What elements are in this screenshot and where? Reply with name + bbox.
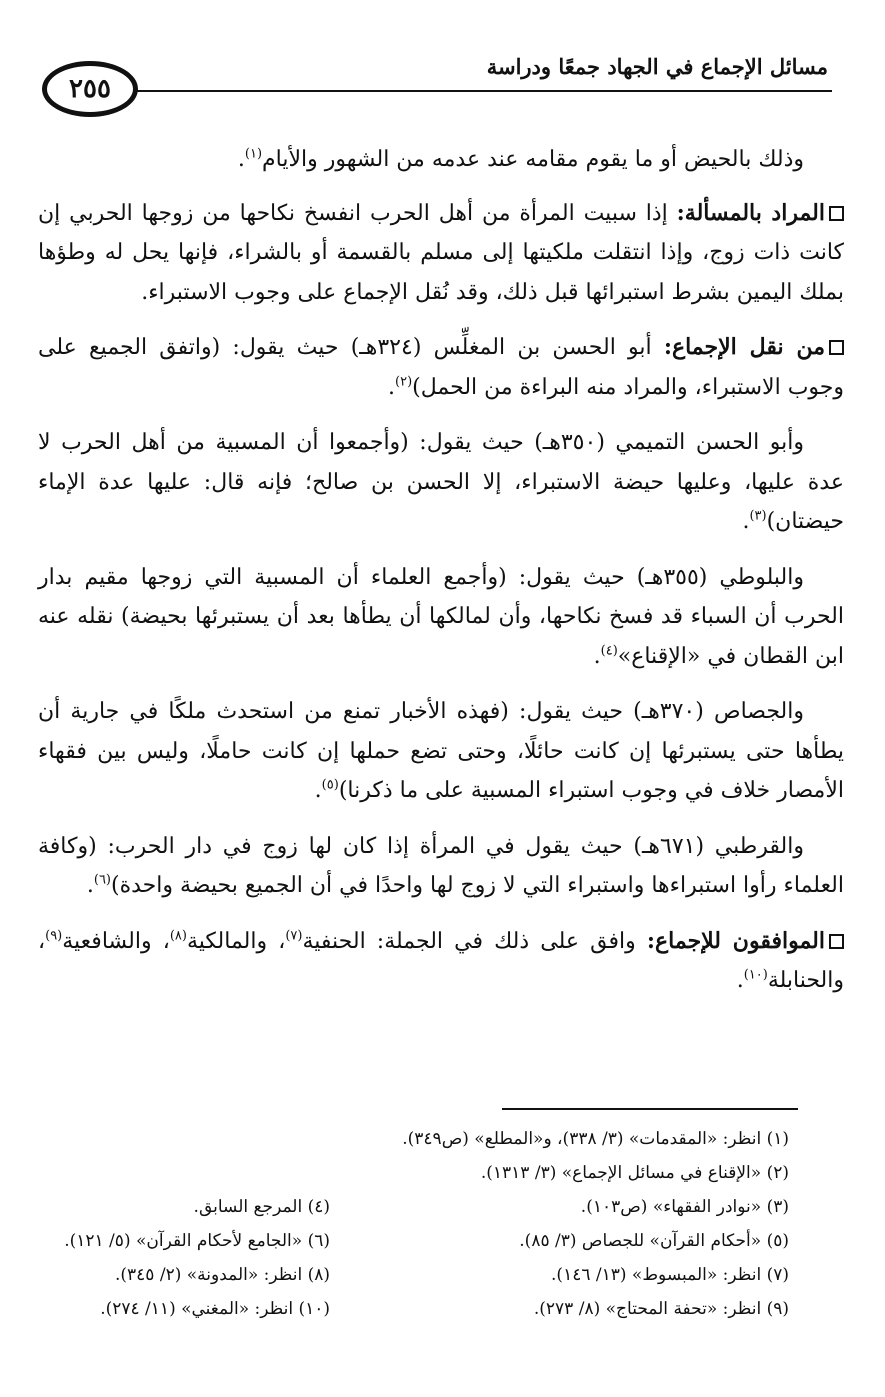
footnote-ref: (٦) <box>93 872 111 888</box>
paragraph-issue <box>38 194 844 313</box>
footnote-2: (٢) «الإقناع في مسائل الإجماع» (٣/ ١٣١٣). <box>480 1163 789 1183</box>
footnote-7: (٧) انظر: «المبسوط» (١٣/ ١٤٦). <box>551 1265 789 1285</box>
paragraph-text: وذلك بالحيض أو ما يقوم مقامه عند عدمه من الشهور والأيام <box>262 147 804 172</box>
body-text <box>38 140 844 1017</box>
paragraph-text: إذا سبيت المرأة من أهل الحرب انفسخ نكاحها من زوجها الحربي إن كانت ذات زوج، وإذا انتقلت ملكيتها إلى مسلم بالقسمة أو بالشراء، فإنها يحل له وطؤها بملك اليمين بشرط استبرائها قبل ذلك، وقد نُقل الإجماع على وجوب الاستبراء. <box>38 200 844 305</box>
footnotes-left-column <box>30 1190 330 1326</box>
paragraph-consensus <box>38 328 844 407</box>
paragraph-text: ، والشافعية <box>62 928 170 954</box>
period: . <box>742 509 750 534</box>
footnote-10: (١٠) انظر: «المغني» (١١/ ٢٧٤). <box>100 1299 330 1319</box>
page-number: ٢٥٥ <box>42 61 138 117</box>
footnote-ref: (٩) <box>45 928 63 944</box>
footnote-9: (٩) انظر: «تحفة المحتاج» (٨/ ٢٧٣). <box>533 1299 789 1319</box>
footnote-3: (٣) «نوادر الفقهاء» (ص١٠٣). <box>580 1197 789 1217</box>
square-bullet-icon <box>829 206 844 221</box>
footnote-1: (١) انظر: «المقدمات» (٣/ ٣٣٨)، و«المطلع» (ص٣٤٩). <box>402 1129 789 1149</box>
footnote-separator <box>502 1108 798 1110</box>
period: . <box>314 778 322 803</box>
footnote-ref: (٧) <box>285 928 303 944</box>
section-label: الموافقون للإجماع: <box>646 927 825 954</box>
square-bullet-icon <box>829 934 844 949</box>
footnote-5: (٥) «أحكام القرآن» للجصاص (٣/ ٨٥). <box>519 1231 789 1251</box>
footnote-ref: (٤) <box>600 643 618 659</box>
paragraph-balluti <box>38 558 844 677</box>
paragraph-text: والبلوطي (٣٥٥هـ) حيث يقول: (وأجمع العلماء أن المسبية التي زوجها مقيم بدار الحرب أن السباء قد فسخ نكاحها، وأن لمالكها أن يطأها بعد أن يستبرئها بحيضة) نقله عنه ابن القطان في «الإقناع» <box>38 564 844 669</box>
paragraph-text: أبو الحسن بن المغلِّس (٣٢٤هـ) حيث يقول: (واتفق الجميع على وجوب الاستبراء، والمراد منه البراءة من الحمل) <box>38 335 844 400</box>
header-rule <box>134 90 832 92</box>
footnotes-right-column <box>389 1122 789 1326</box>
paragraph-text: وافق على ذلك في الجملة: الحنفية <box>302 928 647 954</box>
period: . <box>237 147 245 172</box>
footnote-8: (٨) انظر: «المدونة» (٢/ ٣٤٥). <box>114 1265 330 1285</box>
paragraph-text: وأبو الحسن التميمي (٣٥٠هـ) حيث يقول: (وأجمعوا أن المسبية من أهل الحرب لا عدة عليها، وعليها حيضة الاستبراء، إلا الحسن بن صالح؛ فإنه قال: عليها عدة الإماء حيضتان) <box>38 430 844 534</box>
period: . <box>593 643 601 669</box>
footnote-6: (٦) «الجامع لأحكام القرآن» (٥/ ١٢١). <box>64 1231 330 1251</box>
square-bullet-icon <box>829 340 844 355</box>
paragraph-jassas <box>38 692 844 811</box>
footnote-4: (٤) المرجع السابق. <box>193 1197 330 1217</box>
period: . <box>388 374 396 400</box>
footnote-ref: (٢) <box>395 374 413 390</box>
period: . <box>736 968 744 993</box>
paragraph-text: ، والمالكية <box>186 928 286 954</box>
paragraph-text: ، والحنابلة <box>38 928 844 993</box>
paragraph-text: والقرطبي (٦٧١هـ) حيث يقول في المرأة إذا كان لها زوج في دار الحرب: (وكافة العلماء رأوا استبراءها واستبراء التي لا زوج لها واحدًا في أن الجميع بحيضة واحدة) <box>38 833 844 898</box>
footnote-ref: (١) <box>244 146 263 162</box>
section-label: المراد بالمسألة: <box>676 199 825 226</box>
footnote-ref: (٨) <box>169 928 187 944</box>
running-header <box>42 52 832 132</box>
footnote-ref: (١٠) <box>743 967 768 983</box>
paragraph-tamimi <box>38 423 844 542</box>
footnote-ref: (٣) <box>749 508 767 524</box>
paragraph-text: والجصاص (٣٧٠هـ) حيث يقول: (فهذه الأخبار تمنع من استحدث ملكًا في جارية أن يطأها حتى يستبرئها إن كانت حائلًا، وحتى تضع حملها إن كانت حاملًا، وليس بين فقهاء الأمصار خلاف في وجوب استبراء المسبية على ما ذكرنا) <box>38 699 844 803</box>
period: . <box>86 873 94 898</box>
header-title: مسائل الإجماع في الجهاد جمعًا ودراسة <box>486 54 828 79</box>
paragraph-agreeing <box>38 922 844 1001</box>
footnote-ref: (٥) <box>321 777 339 793</box>
paragraph-1 <box>38 140 844 180</box>
section-label: من نقل الإجماع: <box>663 334 826 360</box>
paragraph-qurtubi <box>38 827 844 906</box>
